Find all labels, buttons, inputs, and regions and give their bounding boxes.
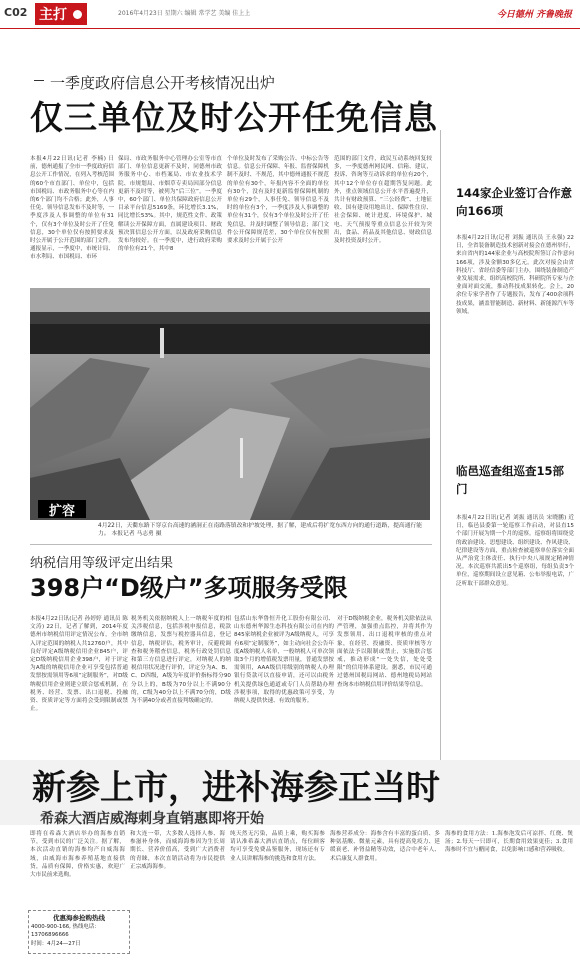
- section-label: [35, 3, 87, 25]
- article2-col4: 对于D级纳税企业，税务机关除依法从严管理，加强重点监控，并将其作为发票领用、出口退税审核的重点对象，在经营、投融资、资质审核等方面依法予以限制或禁止，实施联合惩戒，推动形成“一处失信，处处受限”的信用体系建设。据悉，市民可通过德州国税局网站、德州地税局网站查询本市纳税信用评价结果等信息。: [337, 616, 432, 688]
- article2-col2: 税务机关依据纳税人上一纳税年度的相关涉税信息，包括涉税申报信息，税款缴纳信息，发票与税控器具信息，登记信息，纳税评估，税务审计，反避税调查和税务稽查信息，税务行政处罚信息和第三方信息进行评定，对纳税人的纳税信用状况进行评价，评定分为A、B、C、D四级，A级为年度评价指标得分90分以上的，B级为70分以上不满90分的，C级为40分以上不满70分的，D级为不满40分或者直接判级确定的。: [131, 616, 231, 705]
- ad-col4: 海参营养成分：海参含有丰富的蛋白质、多种氨基酸、微量元素，具有提高免疫力、延缓衰老、补肾益精等功效，适合中老年人、术后康复人群食用。: [330, 831, 440, 862]
- news-photo: [30, 288, 430, 520]
- photo-label: 扩容: [38, 500, 86, 518]
- article1-kicker: 一季度政府信息公开考核情况出炉: [50, 74, 276, 92]
- article1-col3: 个单位及时发布了采购公告、中标公告等信息。信息公开保障、年报、监督保障机制不及时、不规范，其中德州通报不规范的单位有30个，年报内容不全面的单位有30个，没有及时更新监督保障机制的单位有29个，人事任免、领导信息不及时的单位有3个，一季度涉及人事调整的单位有31个，仅有3个单位及时公开了任免信息，并及时调整了领导信息；部门文件公开保障规范差，30个单位仅有按照要求及时公开属于公开: [227, 156, 329, 245]
- ad-subheadline: 希森大酒店威海刺身直销惠即将开始: [40, 811, 264, 827]
- kicker-dash: [34, 80, 44, 81]
- promo-date: 时间：4月24—27日: [31, 941, 81, 947]
- newspaper-brand: 今日德州 齐鲁晚报: [496, 10, 572, 20]
- ad-col1: 即将在希森大酒店举办的海参直销节，受到市民的广泛关注。据了解，本次活动直销的海参均产自威海海域，由威海市海参养殖基地直接供货，品质有保障，价格实惠，欢迎广大市民前来选购。: [30, 831, 125, 879]
- article2-col1: 本报4月22日讯(记者 孙婷婷 通讯员 陈文涛) 22日，记者了解到，2014年度德州市纳税信用评定情况公布，全市纳入评定范围的纳税人共12760户，其中良好评定A级纳税信用企业845户，评定D级纳税信用企业398户，对于评定为A级的纳税信用企业可享受包括普通发票按需领用等6项“定制服务”，对D级纳税信用企业则建立联合惩戒机制，在税务、经营、发票、出口退税、投融资、资质评定等方面将会受到限制或禁止。: [30, 616, 128, 713]
- ad-col3: 纯天然无污染，品质上乘，购买海参请认准希森大酒店直销点，每位顾客均可享受免费品鉴服务，现场还有专业人员讲解海参的挑选和食用方法。: [230, 831, 325, 862]
- ad-col5: 海参的食用方法：1.海参泡发后可凉拌、红烧、煲汤；2.每天一只即可，长期食用效果更佳；3.食用海参时不宜与醋同食，以免影响口感和营养吸收。: [445, 831, 573, 854]
- side2-title: 临邑巡查组巡查15部门: [456, 464, 565, 496]
- article2-headline: 398户“D级户”多项服务受限: [30, 574, 348, 602]
- ad-promo-box: [28, 910, 130, 954]
- page-number: C02: [4, 6, 28, 19]
- side1-title: 144家企业签订合作意向166项: [456, 186, 573, 218]
- article1-headline: 仅三单位及时公开任免信息: [30, 98, 438, 137]
- header-rule: [0, 28, 580, 29]
- side2-body: 本报4月22日讯(记者 刘振 通讯员 宋晓鹏) 近日，临邑县委第一轮巡察工作启动，对县直15个部门开展为期一个月的巡察。巡察组将围绕党的政治建设、思想建设、组织建设、作风建设、纪律建设等方面，重点检查被巡察单位落实全面从严治党主体责任、执行中央八项规定精神情况。本次巡察共派出5个巡察组，每组负责3个单位，巡察期间设立意见箱、公布举报电话，广泛听取干部群众意见。: [456, 515, 574, 587]
- ad-col2: 和大连一带，大多数人选择人参、海参滋补身体，而威海海参因为生长周期长、营养价值高，受到广大消费者的青睐，本次直销活动将为市民提供正宗威海海参。: [130, 831, 225, 870]
- photo-caption: 4月22日，天衢东路下穿京台高速的涵洞正在南路落镇改和护坡处理，据了解，建成后将扩宽东西方向的通行道路，提高通行能力。 本报记者 马志勇 摄: [98, 523, 423, 537]
- promo-phone: 4000-900-166, 热线电话：13706896666: [31, 924, 100, 938]
- section-name: 主打: [39, 7, 67, 23]
- side1-body: 本报4月22日讯(记者 刘振 通讯员 王永强) 22日，全省装备制造技术创新对接会在德州举行，来自省内的144家企业与高校院所签订合作意向166项，涉及金额30多亿元。此次对接会由省科技厅、省经信委等部门主办，围绕装备制造产业发展需求，组织高校院所、科研院所专家与企业面对面交流，推动科技成果转化。会上，20余位专家学者作了专题报告，发布了400余项科技成果，涵盖智能制造、新材料、新能源汽车等领域。: [456, 235, 574, 315]
- article1-col1: 本报4月22日讯(记者 李楠) 日前，德州通报了全市一季度政府信息公开工作情况，在列入考核范围的60个市直部门、单位中，包括市国税局、市政务服务中心等在内的6个部门均不合格；此外，人事任免、领导信息发布不及时等，一季度涉及人事调整的单位有31个，仅有3个单位及时公开了任免信息，30个单位仅有按照要求及时公开属于公开范围的部门文件。通报显示，一季度中，市统计局、市水利局、市国税局、市环: [30, 156, 114, 261]
- masthead: [0, 0, 580, 28]
- article1-col2: 保局、市政务服务中心管理办公室等市直部门、单位信息更新不及时，同德州市政务服务中心、市档案局、市农业技术学院、市规划局、市烟草专卖局因部分信息更新不及时等，被列为“后三位”。一季度中，60个部门、单位共保障政府信息公开目录平台信息5169条，环比增长3.1%，同比增长53%。其中，规范性文件、政策解读公开保障方面，直属建设项目、财政预决算信息公开方面，以及政府采购信息发布均较好。在一季度中，进行政府采购的单位有21个，其中8: [118, 156, 222, 253]
- issue-meta: 2016年4月23日 星期六 编辑 常学艺 美编 佳上上: [118, 10, 251, 17]
- promo-title: 优惠海参抢购热线: [53, 914, 105, 922]
- article1-col4: 范围的部门文件，政民互动系统回复较多，一季度德州网民网、信箱、建议，投诉、咨询等互动诉求的单位有20个，其中12个单位存在超期答复问题。此外，重点领域信息公开水平普遍提升，共计有财政预算、“三公经费”、土地征收、国有建设用地出让、保障性住房、社会保障、统计进度、环境保护、城电、天气预报等重点信息公开较为突出，食品、药品及其他信息、财政信息及时投资及时公开。: [334, 156, 432, 245]
- divider: [30, 544, 432, 545]
- sidebar-rule: [440, 130, 441, 760]
- article2-col3: 包括山东华鲁恒升化工股份有限公司、山东德州华源生态科技有限公司在内的845家纳税企业被评为A级纳税人，可享有6项“定制服务”，如主动向社会公告年度A级纳税人名单，一般纳税人可单次领取3个月的增值税发票用量，普通发票按需领用，AAA级信用级别的纳税人办理银行贷款可以直接申请，还可以由税务机关提供绿色通道或专门人员帮助办理涉税事项，取得的优惠政策可享受，为纳税人提供快速、有效的服务。: [234, 616, 334, 705]
- highway-culvert-photo: [30, 288, 430, 520]
- section-dot-icon: [73, 10, 82, 19]
- ad-headline: 新参上市，进补海参正当时: [32, 768, 440, 808]
- article2-kicker: 纳税信用等级评定出结果: [30, 556, 174, 571]
